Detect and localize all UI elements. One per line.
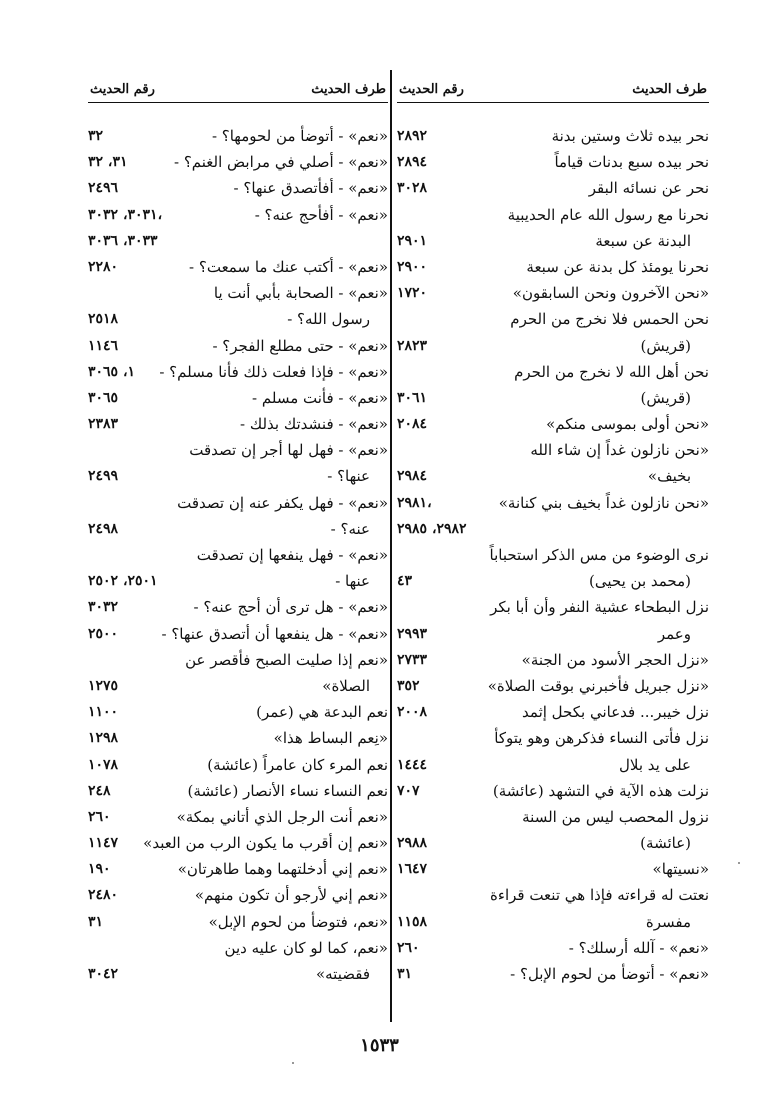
entry-number: ٢٤٩٦ <box>88 180 119 197</box>
entry-text: نحرنا مع رسول الله عام الحديبية <box>507 205 709 224</box>
entry-number: ٢٩٨١، <box>397 494 432 511</box>
entry-number: ٣١ <box>88 913 104 930</box>
entry-text: «نعم» - الصحابة بأبي أنت يا <box>213 284 388 303</box>
entry-number: ٢٤٩٨ <box>88 520 119 537</box>
index-entry <box>397 804 709 830</box>
index-entry <box>397 647 709 673</box>
entry-text: «نعم» - فهل يكفر عنه إن تصدقت <box>177 493 388 512</box>
entry-text: «نعم» - حتى مطلع الفجر؟ - <box>212 336 388 355</box>
entry-number: ٢٩٠٠ <box>397 258 428 275</box>
index-entry <box>88 699 388 725</box>
index-entry <box>88 909 388 935</box>
entry-text: نزلت هذه الآية في التشهد (عائشة) <box>492 781 709 800</box>
index-entry <box>88 673 388 699</box>
index-entry <box>88 123 388 149</box>
entry-number: ٢٤٨ <box>88 782 111 799</box>
index-entry <box>397 359 709 385</box>
entry-text: البدنة عن سبعة <box>595 231 691 250</box>
entry-text: (محمد بن يحيى) <box>589 572 691 591</box>
index-entry <box>88 463 388 489</box>
entry-text: «نعم» - أتوضأ من لحومها؟ - <box>211 127 388 145</box>
index-entry <box>397 542 709 568</box>
entry-number: ٣٠٣٢ <box>88 599 119 616</box>
entry-text: «نعم» - أفأحج عنه؟ - <box>254 205 388 224</box>
index-entry <box>88 333 388 359</box>
index-entry <box>88 359 388 385</box>
print-speck <box>738 862 740 864</box>
index-entry <box>397 961 709 987</box>
entry-text: الصلاة» <box>322 676 370 695</box>
index-entry <box>88 516 388 542</box>
entry-number: ٣٢ <box>88 128 104 144</box>
index-entry <box>397 778 709 804</box>
index-entry <box>397 490 709 516</box>
index-entry <box>88 437 388 463</box>
index-entry <box>88 385 388 411</box>
index-entry <box>397 935 709 961</box>
index-entry <box>88 202 388 228</box>
entry-number: ٢٠٨٤ <box>397 416 428 433</box>
index-entry <box>88 882 388 908</box>
entry-number: ١، ٣٠٦٥ <box>88 363 136 380</box>
entry-number: ٢٩٨٨ <box>397 835 428 852</box>
entry-text: (قريش) <box>640 336 691 355</box>
entry-text: «نعم أنت الرجل الذي أتاني بمكة» <box>176 807 388 826</box>
entry-number: ٣١ <box>397 966 413 982</box>
print-speck <box>292 1062 294 1064</box>
index-entry <box>88 175 388 201</box>
index-entry <box>88 490 388 516</box>
entry-number: ١٩٠ <box>88 861 111 878</box>
entry-number: ٢٥١٨ <box>88 311 119 328</box>
entry-text: «نعم» - أتوضأ من لحوم الإبل؟ - <box>510 965 709 983</box>
index-entry <box>88 280 388 306</box>
index-entry <box>397 306 709 332</box>
index-entry <box>397 699 709 725</box>
entry-text: «نِعم البساط هذا» <box>273 729 388 748</box>
entry-text: «نسيتها» <box>652 860 709 879</box>
entry-text: عنها - <box>335 572 370 591</box>
index-entry <box>88 254 388 280</box>
entry-text: «نعم، كما لو كان عليه دين <box>224 938 388 957</box>
entry-text: نحن الحمس فلا نخرج من الحرم <box>510 310 709 329</box>
entry-number: ٢٨٢٣ <box>397 337 428 354</box>
entry-text: «نزل الحجر الأسود من الجنة» <box>521 650 709 669</box>
entry-number: ٢٦٠ <box>397 939 420 956</box>
column-divider <box>390 70 392 1022</box>
entry-number: ٣٠٤٢ <box>88 966 119 982</box>
entry-text: نعتت له قراءته فإذا هي تنعت قراءة <box>490 886 709 905</box>
entry-text: «نعم» - أصلي في مرابض الغنم؟ - <box>173 153 388 172</box>
entry-number: ٣٥٢ <box>397 677 420 694</box>
index-entry <box>397 568 709 594</box>
entry-number: ١٠٧٨ <box>88 756 119 773</box>
entry-text: على يد بلال <box>618 755 691 774</box>
index-entry <box>88 228 388 254</box>
left-column <box>88 78 388 987</box>
entry-text: نحرنا يومئذ كل بدنة عن سبعة <box>526 257 709 276</box>
entry-number: ٧٠٧ <box>397 782 420 799</box>
index-entry <box>397 725 709 751</box>
index-entry <box>397 752 709 778</box>
entry-text: «نعم» - فنشدتك بذلك - <box>240 415 388 434</box>
index-entry <box>397 254 709 280</box>
index-entry <box>397 385 709 411</box>
entry-text: نرى الوضوء من مس الذكر استحباباً <box>489 546 709 564</box>
index-entry <box>397 621 709 647</box>
left-entries <box>88 123 388 987</box>
index-entry <box>397 437 709 463</box>
entry-text: «نعم إذا صليت الصبح فأقصر عن <box>185 650 388 669</box>
index-entry <box>88 725 388 751</box>
entry-number: ٢٤٨٠ <box>88 887 119 904</box>
entry-number: ٢٤٩٩ <box>88 468 119 485</box>
index-entry <box>397 856 709 882</box>
index-entry <box>88 778 388 804</box>
entry-text: «نحن أولى بموسى منكم» <box>546 415 709 434</box>
entry-text: نعم البدعة هي (عمر) <box>256 703 388 722</box>
index-entry <box>88 149 388 175</box>
entry-number: ١٦٤٧ <box>397 861 428 878</box>
right-column <box>397 78 709 987</box>
index-entry <box>88 411 388 437</box>
entry-text: (قريش) <box>640 388 691 407</box>
header-number-label: رقم الحديث <box>399 82 464 97</box>
index-entry <box>88 568 388 594</box>
entry-number: ٣٠٦٥ <box>88 389 119 406</box>
entry-text: «نعم» - أكتب عنك ما سمعت؟ - <box>189 257 388 276</box>
entry-number: ٢٣٨٣ <box>88 416 119 433</box>
entry-text: «نعم، فتوضأ من لحوم الإبل» <box>208 912 388 931</box>
index-entry <box>88 935 388 961</box>
entry-text: نحر بيده سبع بدنات قياماً <box>554 153 709 172</box>
entry-text: (عائشة) <box>640 834 691 853</box>
entry-number: ٣٠٦١ <box>397 389 428 406</box>
index-entry <box>88 306 388 332</box>
entry-number: ١١٤٦ <box>88 337 119 354</box>
entry-number: ١١٤٧ <box>88 835 119 852</box>
index-entry <box>88 804 388 830</box>
index-entry <box>397 673 709 699</box>
entry-number: ١٢٩٨ <box>88 730 119 747</box>
entry-text: «نعم» - هل ينفعها أن أتصدق عنها؟ - <box>161 624 388 643</box>
index-entry <box>397 882 709 908</box>
index-entry <box>397 123 709 149</box>
entry-text: عنها؟ - <box>327 467 370 486</box>
entry-number: ٢٩٨٢، ٢٩٨٥ <box>397 520 467 537</box>
index-entry <box>88 856 388 882</box>
entry-number: ٣١، ٣٢ <box>88 154 128 171</box>
entry-number: ٤٣ <box>397 573 413 590</box>
entry-text: «نعم» - فهل لها أجر إن تصدقت <box>189 441 388 460</box>
header-text-label: طرف الحديث <box>311 82 386 97</box>
header-text-label: طرف الحديث <box>632 82 707 97</box>
entry-text: «نعم» - هل ترى أن أحج عنه؟ - <box>193 598 388 617</box>
entry-text: «نعم إني لأرجو أن تكون منهم» <box>194 886 388 905</box>
entry-text: «نعم» - أفأتصدق عنها؟ - <box>233 179 388 198</box>
index-entry <box>397 175 709 201</box>
entry-number: ٢٩٠١ <box>397 232 428 249</box>
index-entry <box>88 752 388 778</box>
index-entry <box>88 621 388 647</box>
entry-text: نعم المرء كان عامراً (عائشة) <box>207 755 388 774</box>
entry-number: ١٤٤٤ <box>397 756 428 773</box>
index-entry <box>397 280 709 306</box>
entry-text: «نعم» - فهل ينفعها إن تصدقت <box>196 546 388 564</box>
right-column-header <box>397 78 709 103</box>
right-entries <box>397 123 709 987</box>
entry-text: نحر عن نسائه البقر <box>588 179 709 198</box>
entry-text: «نعم» - فأنت مسلم - <box>252 388 388 407</box>
entry-number: ٢٠٠٨ <box>397 704 428 721</box>
index-entry <box>88 542 388 568</box>
index-entry <box>397 830 709 856</box>
entry-text: «نحن الآخرون ونحن السابقون» <box>512 284 709 303</box>
entry-number: ١١٥٨ <box>397 913 428 930</box>
entry-number: ٢٨٩٤ <box>397 154 428 171</box>
index-entry <box>397 463 709 489</box>
index-entry <box>88 961 388 987</box>
entry-text: عنه؟ - <box>330 519 370 538</box>
entry-text: فقضيته» <box>315 965 370 983</box>
entry-text: مفسرة <box>645 912 691 931</box>
entry-text: نزل البطحاء عشية النفر وأن أبا بكر <box>490 598 709 617</box>
entry-text: «نحن نازلون غداً إن شاء الله <box>530 441 709 460</box>
entry-text: بخيف» <box>647 467 691 486</box>
index-entry <box>397 909 709 935</box>
index-entry <box>397 594 709 620</box>
index-entry <box>397 516 709 542</box>
entry-text: نزل فأتى النساء فذكرهن وهو يتوكأ <box>494 729 709 748</box>
entry-text: رسول الله؟ - <box>287 310 370 329</box>
entry-number: ٢٧٣٣ <box>397 651 428 668</box>
entry-number: ١١٠٠ <box>88 704 119 721</box>
index-entry <box>88 647 388 673</box>
entry-text: وعمر <box>657 624 691 643</box>
entry-text: «نعم» - فإذا فعلت ذلك فأنا مسلم؟ - <box>159 362 388 381</box>
page-number: ١٥٣٣ <box>360 1035 399 1056</box>
entry-number: ٢٦٠ <box>88 808 111 825</box>
entry-number: ١٢٧٥ <box>88 677 119 694</box>
index-entry <box>88 830 388 856</box>
left-column-header <box>88 78 388 103</box>
entry-text: نحر بيده ثلاث وستين بدنة <box>551 127 709 145</box>
index-entry <box>397 202 709 228</box>
entry-number: ٢٩٩٣ <box>397 625 428 642</box>
entry-number: ٢٨٩٢ <box>397 128 428 144</box>
entry-text: نعم النساء نساء الأنصار (عائشة) <box>187 781 388 800</box>
index-entry <box>88 594 388 620</box>
entry-text: «نزل جبريل فأخبرني بوقت الصلاة» <box>487 676 709 695</box>
entry-text: «نعم إن أقرب ما يكون الرب من العبد» <box>143 834 388 853</box>
entry-text: «نحن نازلون غداً بخيف بني كنانة» <box>498 493 709 512</box>
index-entry <box>397 411 709 437</box>
entry-number: ٢٥٠٠ <box>88 625 119 642</box>
entry-number: ٣٠٣١، ٣٠٣٢، <box>88 206 163 223</box>
index-entry <box>397 333 709 359</box>
entry-text: «نعم» - آلله أرسلك؟ - <box>568 938 709 957</box>
entry-number: ١٧٢٠ <box>397 285 428 302</box>
header-number-label: رقم الحديث <box>90 82 155 97</box>
entry-number: ٢٩٨٤ <box>397 468 428 485</box>
index-entry <box>397 149 709 175</box>
index-entry <box>397 228 709 254</box>
entry-number: ٣٠٣٣، ٣٠٣٦ <box>88 232 158 249</box>
entry-number: ٢٥٠١، ٢٥٠٢ <box>88 573 158 590</box>
entry-text: «نعم إني أدخلتهما وهما طاهرتان» <box>177 860 388 879</box>
entry-number: ٢٢٨٠ <box>88 258 119 275</box>
entry-text: نزل خيبر... فدعاني بكحل إثمد <box>522 703 709 722</box>
entry-text: نحن أهل الله لا نخرج من الحرم <box>514 362 709 381</box>
entry-text: نزول المحصب ليس من السنة <box>522 807 709 826</box>
entry-number: ٣٠٢٨ <box>397 180 428 197</box>
